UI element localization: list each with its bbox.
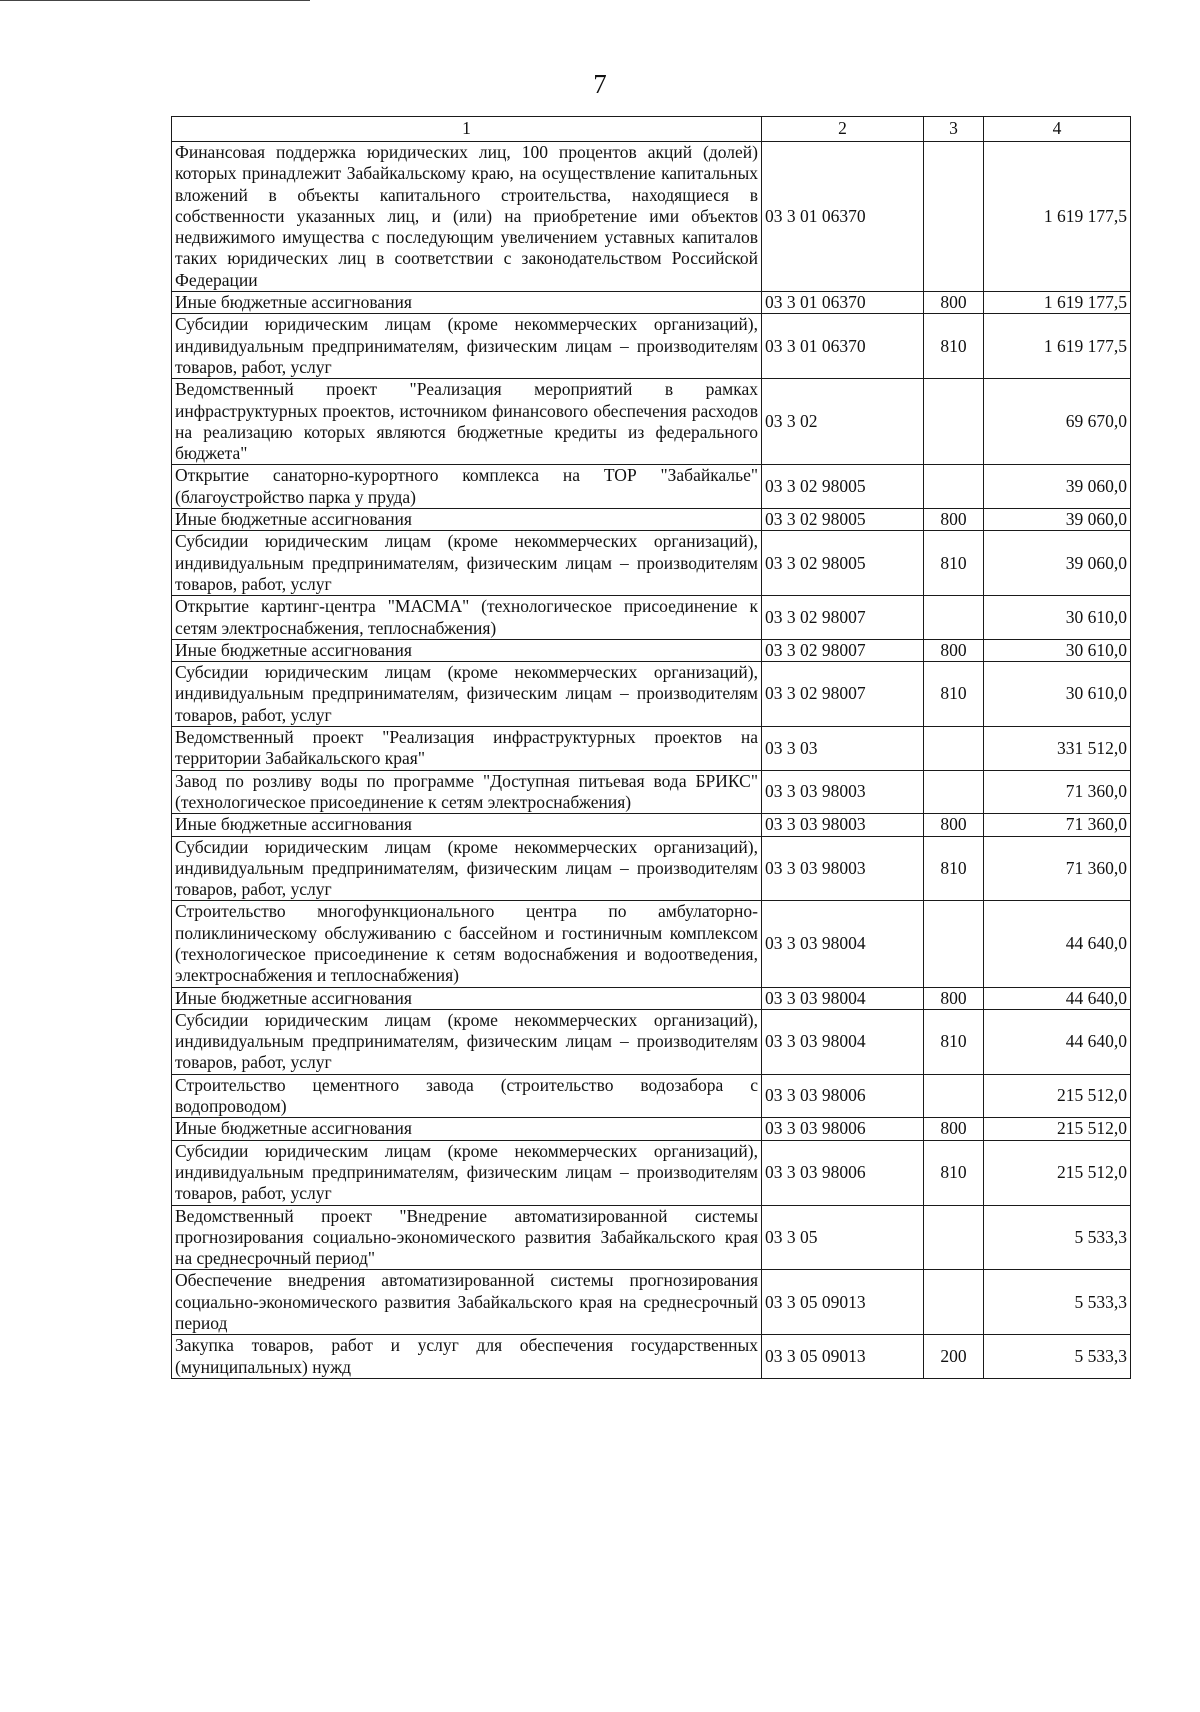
table-row [172, 531, 1131, 596]
table-row [172, 142, 1131, 292]
row-name: Субсидии юридическим лицам (кроме некоммерческих организаций), индивидуальным предпринимателям, физическим лицам – производителям товаров, работ, услуг [172, 1140, 762, 1205]
header-col-4: 4 [984, 117, 1131, 142]
row-amount: 215 512,0 [984, 1118, 1131, 1140]
row-amount: 1 619 177,5 [984, 314, 1131, 379]
row-amount: 1 619 177,5 [984, 142, 1131, 292]
row-expense-type: 810 [924, 1009, 984, 1074]
row-expense-type: 810 [924, 314, 984, 379]
row-expense-type: 800 [924, 814, 984, 836]
row-amount: 71 360,0 [984, 770, 1131, 814]
table-row [172, 770, 1131, 814]
row-name: Финансовая поддержка юридических лиц, 100 процентов акций (долей) которых принадлежит Забайкальскому краю, на осуществление капитальных вложений в объекты капитального строительства, находящиеся в собственности указанных лиц, и (или) на приобретение ими объектов недвижимого имущества с последующим увеличением уставных капиталов таких юридических лиц в соответствии с законодательством Российской Федерации [172, 142, 762, 292]
row-expense-type [924, 1270, 984, 1335]
table-row [172, 314, 1131, 379]
row-name: Открытие санаторно-курортного комплекса на ТОР "Забайкалье" (благоустройство парка у пруда) [172, 465, 762, 509]
row-name: Иные бюджетные ассигнования [172, 292, 762, 314]
row-expense-type: 810 [924, 662, 984, 727]
table-row [172, 987, 1131, 1009]
header-col-1: 1 [172, 117, 762, 142]
row-expense-type [924, 1074, 984, 1118]
row-code: 03 3 02 98007 [762, 662, 924, 727]
header-row [172, 117, 1131, 142]
header-col-2: 2 [762, 117, 924, 142]
row-amount: 39 060,0 [984, 509, 1131, 531]
row-code: 03 3 03 [762, 727, 924, 771]
row-code: 03 3 03 98006 [762, 1074, 924, 1118]
row-code: 03 3 03 98003 [762, 814, 924, 836]
table-row [172, 596, 1131, 640]
row-amount: 44 640,0 [984, 901, 1131, 987]
row-code: 03 3 02 98005 [762, 531, 924, 596]
row-name: Завод по розливу воды по программе "Доступная питьевая вода БРИКС" (технологическое присоединение к сетям электроснабжения) [172, 770, 762, 814]
table-row [172, 1205, 1131, 1270]
row-code: 03 3 03 98004 [762, 901, 924, 987]
row-name: Субсидии юридическим лицам (кроме некоммерческих организаций), индивидуальным предпринимателям, физическим лицам – производителям товаров, работ, услуг [172, 836, 762, 901]
row-expense-type: 800 [924, 639, 984, 661]
table-row [172, 639, 1131, 661]
row-expense-type: 810 [924, 531, 984, 596]
row-name: Субсидии юридическим лицам (кроме некоммерческих организаций), индивидуальным предпринимателям, физическим лицам – производителям товаров, работ, услуг [172, 1009, 762, 1074]
row-expense-type [924, 901, 984, 987]
row-name: Ведомственный проект "Реализация инфраструктурных проектов на территории Забайкальского края" [172, 727, 762, 771]
row-name: Строительство цементного завода (строительство водозабора с водопроводом) [172, 1074, 762, 1118]
header-col-3: 3 [924, 117, 984, 142]
table-row [172, 292, 1131, 314]
row-expense-type [924, 770, 984, 814]
row-amount: 69 670,0 [984, 379, 1131, 465]
row-expense-type [924, 596, 984, 640]
table-row [172, 1118, 1131, 1140]
row-expense-type: 200 [924, 1335, 984, 1379]
row-amount: 39 060,0 [984, 531, 1131, 596]
row-amount: 39 060,0 [984, 465, 1131, 509]
row-name: Иные бюджетные ассигнования [172, 987, 762, 1009]
table-row [172, 509, 1131, 531]
row-expense-type [924, 1205, 984, 1270]
row-expense-type: 800 [924, 1118, 984, 1140]
row-amount: 30 610,0 [984, 662, 1131, 727]
table-row [172, 465, 1131, 509]
row-name: Открытие картинг-центра "МАСМА" (технологическое присоединение к сетям электроснабжения, теплоснабжения) [172, 596, 762, 640]
row-expense-type [924, 465, 984, 509]
row-name: Иные бюджетные ассигнования [172, 509, 762, 531]
row-code: 03 3 03 98003 [762, 836, 924, 901]
row-code: 03 3 02 98007 [762, 639, 924, 661]
row-name: Иные бюджетные ассигнования [172, 1118, 762, 1140]
table-row [172, 1074, 1131, 1118]
row-name: Иные бюджетные ассигнования [172, 639, 762, 661]
row-code: 03 3 05 09013 [762, 1335, 924, 1379]
row-code: 03 3 03 98006 [762, 1118, 924, 1140]
row-code: 03 3 05 [762, 1205, 924, 1270]
row-expense-type [924, 142, 984, 292]
table-row [172, 662, 1131, 727]
row-name: Закупка товаров, работ и услуг для обеспечения государственных (муниципальных) нужд [172, 1335, 762, 1379]
scan-edge-line [0, 0, 310, 1]
row-code: 03 3 01 06370 [762, 314, 924, 379]
row-amount: 71 360,0 [984, 836, 1131, 901]
table-row [172, 1335, 1131, 1379]
row-expense-type: 800 [924, 292, 984, 314]
row-code: 03 3 01 06370 [762, 292, 924, 314]
row-amount: 5 533,3 [984, 1335, 1131, 1379]
row-expense-type: 810 [924, 1140, 984, 1205]
row-expense-type [924, 379, 984, 465]
table-row [172, 814, 1131, 836]
table-row [172, 1140, 1131, 1205]
row-amount: 71 360,0 [984, 814, 1131, 836]
table-row [172, 727, 1131, 771]
row-code: 03 3 03 98006 [762, 1140, 924, 1205]
budget-table [171, 116, 1131, 1379]
table-row [172, 901, 1131, 987]
row-expense-type: 800 [924, 987, 984, 1009]
row-amount: 331 512,0 [984, 727, 1131, 771]
row-code: 03 3 02 98005 [762, 509, 924, 531]
row-amount: 215 512,0 [984, 1140, 1131, 1205]
row-name: Субсидии юридическим лицам (кроме некоммерческих организаций), индивидуальным предпринимателям, физическим лицам – производителям товаров, работ, услуг [172, 662, 762, 727]
row-code: 03 3 02 98007 [762, 596, 924, 640]
row-name: Ведомственный проект "Реализация мероприятий в рамках инфраструктурных проектов, источником финансового обеспечения расходов на реализацию которых являются бюджетные кредиты из федерального бюджета" [172, 379, 762, 465]
row-name: Субсидии юридическим лицам (кроме некоммерческих организаций), индивидуальным предпринимателям, физическим лицам – производителям товаров, работ, услуг [172, 314, 762, 379]
row-amount: 44 640,0 [984, 987, 1131, 1009]
row-amount: 30 610,0 [984, 596, 1131, 640]
row-name: Субсидии юридическим лицам (кроме некоммерческих организаций), индивидуальным предпринимателям, физическим лицам – производителям товаров, работ, услуг [172, 531, 762, 596]
table-row [172, 836, 1131, 901]
row-expense-type: 800 [924, 509, 984, 531]
row-code: 03 3 05 09013 [762, 1270, 924, 1335]
row-code: 03 3 02 [762, 379, 924, 465]
row-amount: 1 619 177,5 [984, 292, 1131, 314]
row-name: Обеспечение внедрения автоматизированной системы прогнозирования социально-экономического развития Забайкальского края на среднесрочный период [172, 1270, 762, 1335]
row-expense-type: 810 [924, 836, 984, 901]
row-amount: 5 533,3 [984, 1270, 1131, 1335]
row-code: 03 3 03 98003 [762, 770, 924, 814]
row-name: Иные бюджетные ассигнования [172, 814, 762, 836]
table-row [172, 1009, 1131, 1074]
page-number: 7 [593, 69, 607, 99]
row-code: 03 3 03 98004 [762, 987, 924, 1009]
row-code: 03 3 01 06370 [762, 142, 924, 292]
row-amount: 44 640,0 [984, 1009, 1131, 1074]
row-name: Ведомственный проект "Внедрение автоматизированной системы прогнозирования социально-экономического развития Забайкальского края на среднесрочный период" [172, 1205, 762, 1270]
row-code: 03 3 02 98005 [762, 465, 924, 509]
row-amount: 5 533,3 [984, 1205, 1131, 1270]
row-expense-type [924, 727, 984, 771]
row-name: Строительство многофункционального центра по амбулаторно-поликлиническому обслуживанию с бассейном и гостиничным комплексом (технологическое присоединение к сетям водоснабжения и водоотведения, электроснабжения и теплоснабжения) [172, 901, 762, 987]
row-amount: 30 610,0 [984, 639, 1131, 661]
row-code: 03 3 03 98004 [762, 1009, 924, 1074]
table-row [172, 1270, 1131, 1335]
row-amount: 215 512,0 [984, 1074, 1131, 1118]
table-row [172, 379, 1131, 465]
